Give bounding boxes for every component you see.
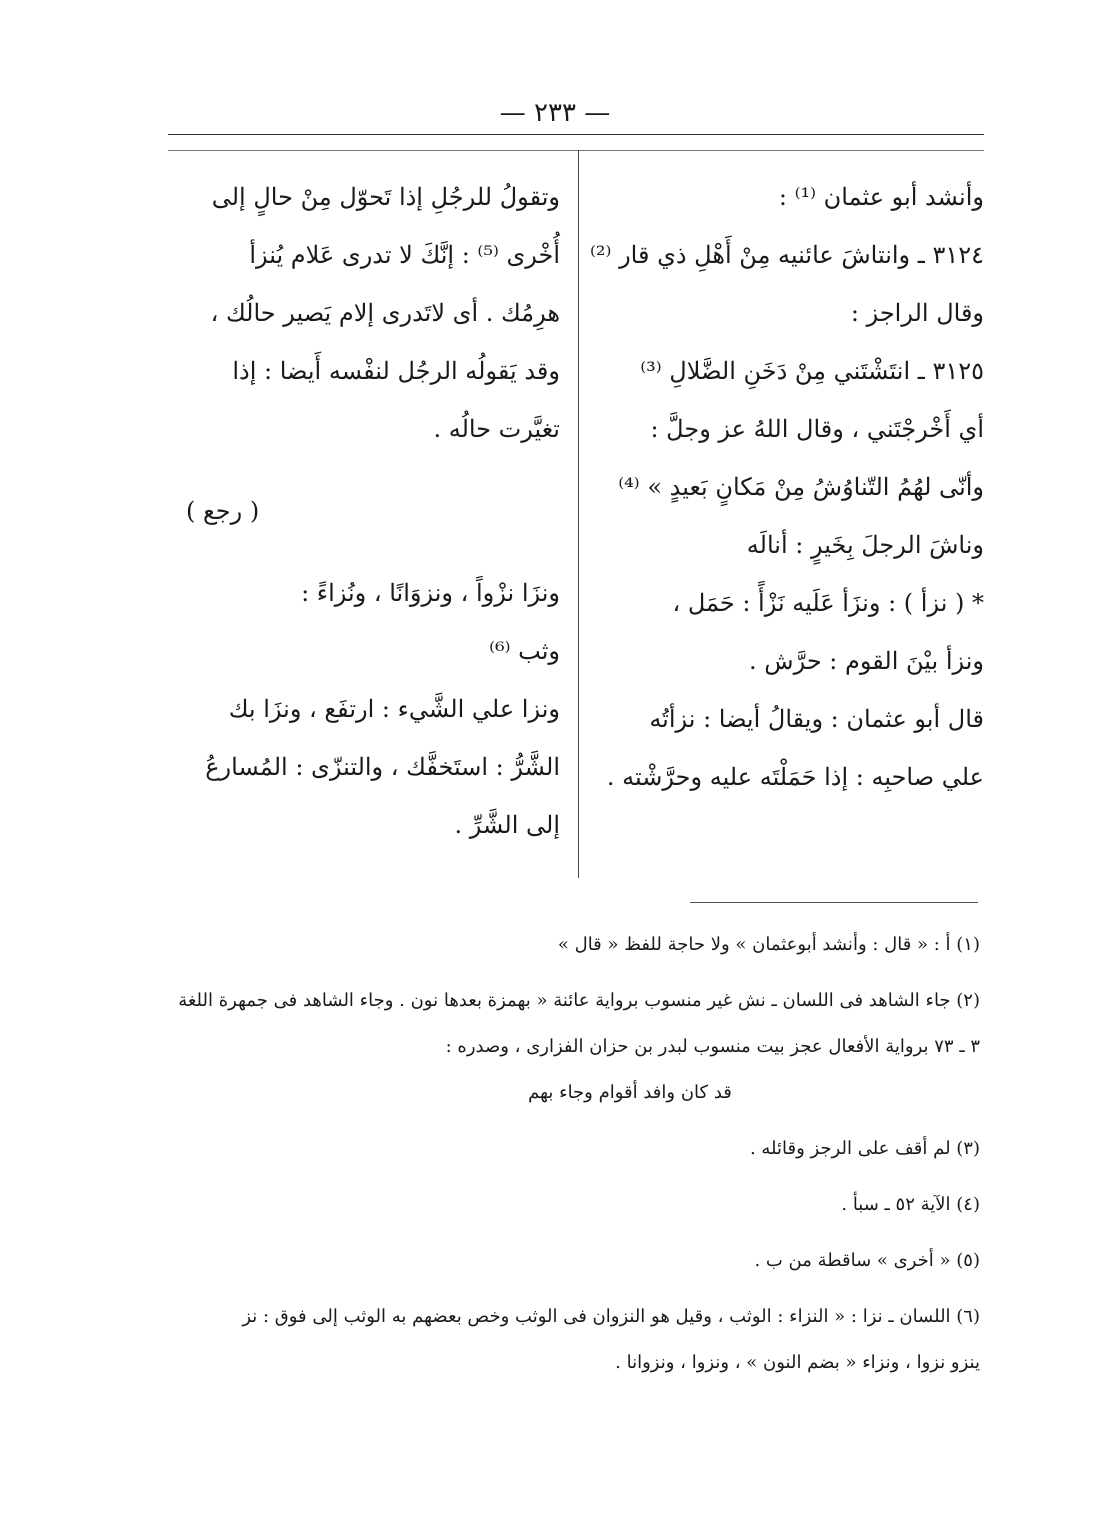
text-line: هرِمُك . أى لاتَدرى إلام يَصير حالُك ، — [210, 299, 560, 327]
text-line: تغيَّرت حالُه . — [433, 415, 560, 443]
text-line: ونزا علي الشَّيء : ارتفَع ، ونزَا بك — [228, 695, 560, 723]
text-line: ونزَا نزْواً ، ونزوَانًا ، ونُزاءً : — [301, 579, 560, 607]
left-column — [168, 168, 560, 854]
verse-line: ٣١٢٤ ـ وانتاشَ عائنيه مِنْ أَهْلِ ذي قار ⁽²⁾ — [590, 241, 984, 269]
text-line: الشَّرُّ : استَخفَّك ، والتنزّى : المُسارعُ — [205, 753, 560, 781]
text-line: ونزأ بيْنَ القوم : حرَّش . — [749, 647, 984, 675]
footnote: (٢) جاء الشاهد فى اللسان ـ نش غير منسوب برواية عائنة « بهمزة بعدها نون . وجاء الشاهد فى جمهرة اللغة — [178, 990, 980, 1011]
text-line: وثب ⁽⁶⁾ — [489, 637, 560, 665]
right-column — [590, 168, 984, 806]
footnote-rule — [690, 902, 978, 903]
text-line: أي أَخْرجْتَني ، وقال اللهُ عز وجلَّ : — [650, 415, 984, 443]
footnote: (٦) اللسان ـ نزا : « النزاء : الوثب ، وقيل هو النزوان فى الوثب وخص بعضهم به الوثب إلى فوق : نز — [242, 1306, 980, 1327]
footnote: (١) أ : « قال : وأنشد أبوعثمان » ولا حاجة للفظ « قال » — [557, 934, 980, 955]
text-line: قال أبو عثمان : ويقالُ أيضا : نزأتُه — [649, 705, 984, 733]
text-line: وقال الراجز : — [850, 299, 984, 327]
footnote: (٥) « أخرى » ساقطة من ب . — [754, 1250, 980, 1271]
text-line: إلى الشَّرِّ . — [454, 811, 560, 839]
text-line: وأنّى لهُمُ التّناوُشُ مِنْ مَكانٍ بَعيدٍ » ⁽⁴⁾ — [618, 473, 984, 501]
text-line: وتقولُ للرجُلِ إذا تَحوّل مِنْ حالٍ إلى — [211, 183, 560, 211]
column-divider — [578, 150, 579, 878]
header-rule — [168, 134, 984, 135]
page-number: — ٢٣٣ — — [499, 98, 611, 128]
text-line: وأنشد أبو عثمان ⁽¹⁾ : — [778, 183, 984, 211]
footnote-continuation: ٣ ـ ٧٣ برواية الأفعال عجز بيت منسوب لبدر بن حزان الفزارى ، وصدره : — [445, 1036, 980, 1057]
text-line: علي صاحبِه : إذا حَمَلْتَه عليه وحرَّشْته . — [606, 763, 984, 791]
entry-heading-line: * ( نزأ ) : ونزَأ عَلَيه نَزْأً : حَمَل ، — [672, 589, 984, 617]
header-rule-secondary — [168, 150, 984, 151]
section-title: ( رجع ) — [186, 497, 260, 525]
footnotes — [160, 922, 980, 1386]
footnote: (٣) لم أقف على الرجز وقائله . — [749, 1138, 980, 1159]
footnote-verse: قد كان وافد أقوام وجاء بهم — [528, 1082, 732, 1103]
text-line: وناشَ الرجلَ بِخَيرٍ : أنالَه — [746, 531, 984, 559]
text-line: أُخْرى ⁽⁵⁾ : إنَّكَ لا تدرى عَلام يُنزأ — [249, 241, 560, 269]
text-line: وقد يَقولُه الرجُل لنفْسه أَيضا : إذا — [232, 357, 560, 385]
footnote: (٤) الآية ٥٢ ـ سبأ . — [841, 1194, 980, 1215]
verse-line: ٣١٢٥ ـ انتَشْتَني مِنْ دَخَنِ الضَّلالِ ⁽³⁾ — [640, 357, 984, 385]
footnote-continuation: ينزو نزوا ، ونزاء « بضم النون » ، ونزوا ، ونزوانا . — [615, 1352, 980, 1373]
